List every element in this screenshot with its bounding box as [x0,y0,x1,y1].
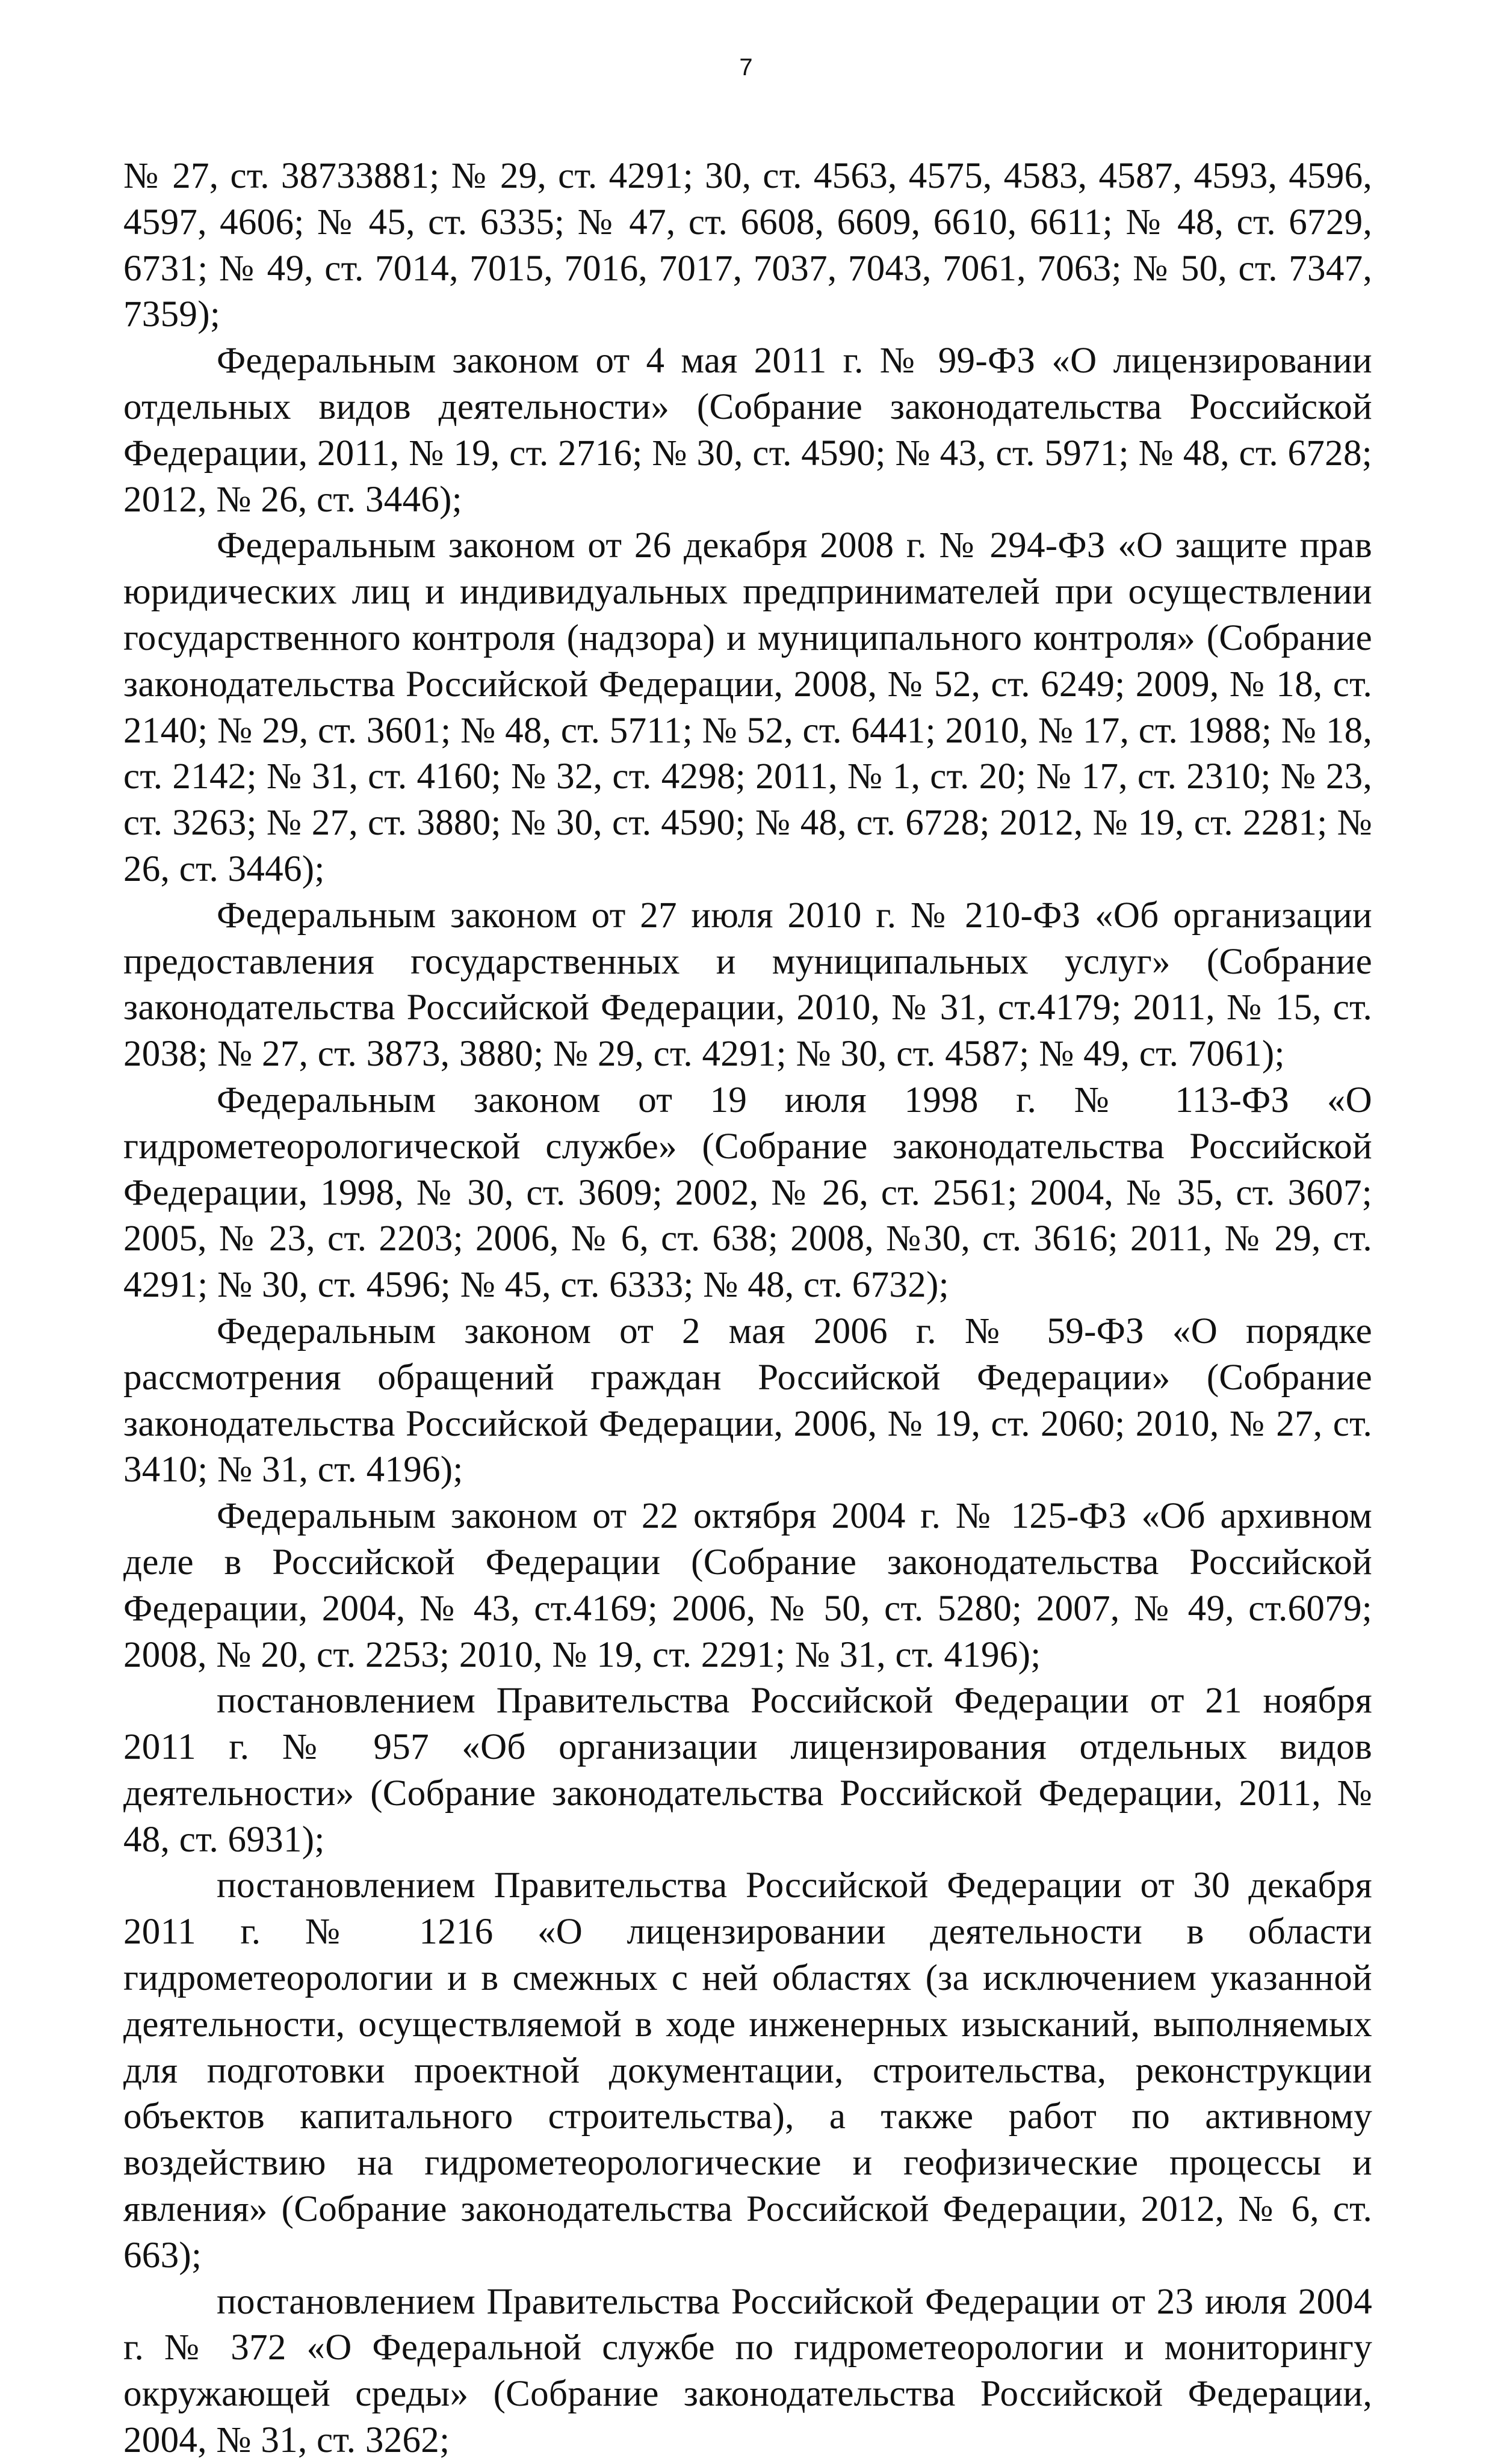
page-number: 7 [739,54,753,81]
paragraph-law-125-fz: Федеральным законом от 22 октября 2004 г. № 125-ФЗ «Об архивном деле в Российской Федерации (Собрание законодательства Российской Федерации, 2004, № 43, ст.4169; 2006, № 50, ст. 5280; 2007, № 49, ст.6079; 2008, № 20, ст. 2253; 2010, № 19, ст. 2291; № 31, ст. 4196); [123,1496,1372,1675]
paragraph-law-113-fz: Федеральным законом от 19 июля 1998 г. № 113-ФЗ «О гидрометеорологической службе» (Собрание законодательства Российской Федерации, 1998, № 30, ст. 3609; 2002, № 26, ст. 2561; 2004, № 35, ст. 3607; 2005, № 23, ст. 2203; 2006, № 6, ст. 638; 2008, №30, ст. 3616; 2011, № 29, ст. 4291; № 30, ст. 4596; № 45, ст. 6333; № 48, ст. 6732); [123,1079,1372,1306]
paragraph-resolution-1216: постановлением Правительства Российской Федерации от 30 декабря 2011 г. № 1216 «О лицензировании деятельности в области гидрометеорологии и в смежных с ней областях (за исключением указанной деятельности, осуществляемой в ходе инженерных изысканий, выполняемых для подготовки проектной документации, строительства, реконструкции объектов капитального строительства), а также работ по активному воздействию на гидрометеорологические и геофизические процессы и явления» (Собрание законодательства Российской Федерации, 2012, № 6, ст. 663); [123,1865,1372,2276]
paragraph-law-294-fz: Федеральным законом от 26 декабря 2008 г. № 294-ФЗ «О защите прав юридических лиц и индивидуальных предпринимателей при осуществлении государственного контроля (надзора) и муниципального контроля» (Собрание законодательства Российской Федерации, 2008, № 52, ст. 6249; 2009, № 18, ст. 2140; № 29, ст. 3601; № 48, ст. 5711; № 52, ст. 6441; 2010, № 17, ст. 1988; № 18, ст. 2142; № 31, ст. 4160; № 32, ст. 4298; 2011, № 1, ст. 20; № 17, ст. 2310; № 23, ст. 3263; № 27, ст. 3880; № 30, ст. 4590; № 48, ст. 6728; 2012, № 19, ст. 2281; № 26, ст. 3446); [123,525,1372,889]
paragraph-resolution-372: постановлением Правительства Российской Федерации от 23 июля 2004 г. № 372 «О Федеральной службе по гидрометеорологии и мониторингу окружающей среды» (Собрание законодательства Российской Федерации, 2004, № 31, ст. 3262; [123,2281,1372,2461]
paragraph-law-59-fz: Федеральным законом от 2 мая 2006 г. № 59-ФЗ «О порядке рассмотрения обращений граждан Российской Федерации» (Собрание законодательства Российской Федерации, 2006, № 19, ст. 2060; 2010, № 27, ст. 3410; № 31, ст. 4196); [123,1311,1372,1490]
paragraph-law-210-fz: Федеральным законом от 27 июля 2010 г. № 210-ФЗ «Об организации предоставления государственных и муниципальных услуг» (Собрание законодательства Российской Федерации, 2010, № 31, ст.4179; 2011, № 15, ст. 2038; № 27, ст. 3873, 3880; № 29, ст. 4291; № 30, ст. 4587; № 49, ст. 7061); [123,895,1372,1075]
paragraph-law-99-fz: Федеральным законом от 4 мая 2011 г. № 99-ФЗ «О лицензировании отдельных видов деятельности» (Собрание законодательства Российской Федерации, 2011, № 19, ст. 2716; № 30, ст. 4590; № 43, ст. 5971; № 48, ст. 6728; 2012, № 26, ст. 3446); [123,341,1372,520]
paragraph-resolution-957: постановлением Правительства Российской Федерации от 21 ноября 2011 г. № 957 «Об организации лицензирования отдельных видов деятельности» (Собрание законодательства Российской Федерации, 2011, № 48, ст. 6931); [123,1681,1372,1860]
document-body [123,153,1372,2464]
paragraph-continuation: № 27, ст. 38733881; № 29, ст. 4291; 30, ст. 4563, 4575, 4583, 4587, 4593, 4596, 4597, 4606; № 45, ст. 6335; № 47, ст. 6608, 6609, 6610, 6611; № 48, ст. 6729, 6731; № 49, ст. 7014, 7015, 7016, 7017, 7037, 7043, 7061, 7063; № 50, ст. 7347, 7359); [123,156,1372,335]
